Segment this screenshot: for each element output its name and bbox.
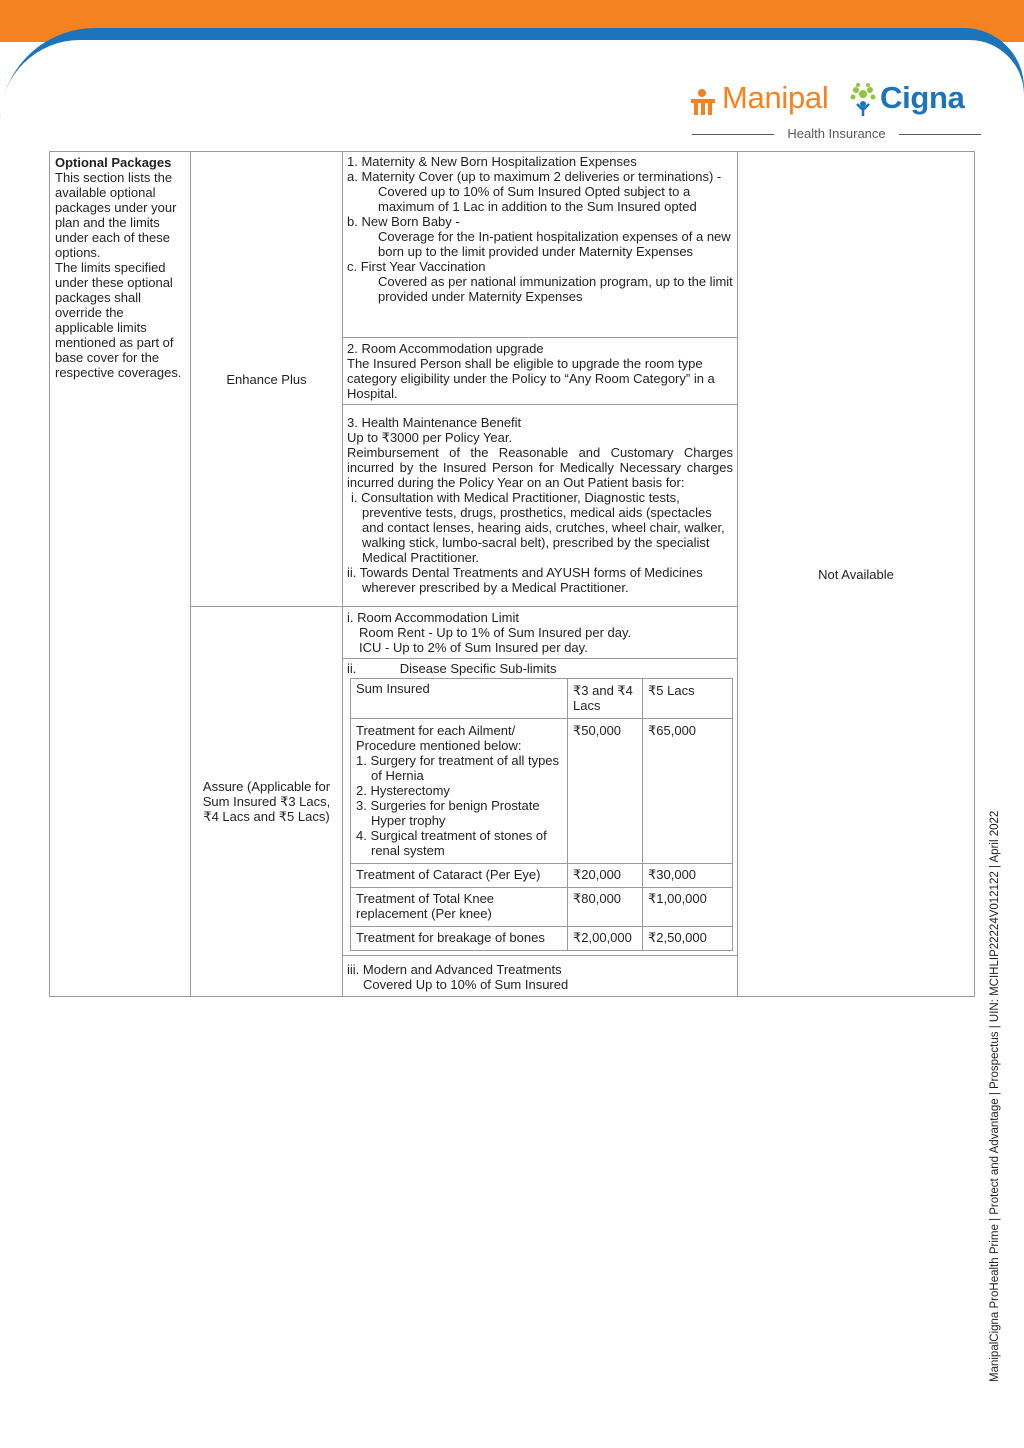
header-5-lacs: ₹5 Lacs	[643, 679, 733, 719]
table-row	[351, 679, 733, 719]
ailment-item: 2. Hysterectomy	[356, 783, 450, 798]
table-row	[351, 864, 733, 888]
maternity-b-desc: Coverage for the In-patient hospitalization expenses of a new born up to the limit provided under Maternity Expenses	[378, 229, 731, 259]
footer-document-id: ManipalCigna ProHealth Prime | Protect and Advantage | Prospectus | UIN: MCIHLIP22224V012122 | April 2022	[989, 810, 1001, 1382]
health-maintenance-title: 3. Health Maintenance Benefit	[347, 415, 522, 430]
health-maintenance-item-i: i. Consultation with Medical Practitioner, Diagnostic tests, preventive tests, drugs, prosthetics, medical aids (spectacles and contact lenses, hearing aids, crutches, wheel chair, walker, walking stick, lumbo-sacral belt), prescribed by the specialist Medical Practitioner.	[351, 490, 725, 565]
room-limit-title: i. Room Accommodation Limit	[347, 610, 519, 625]
bones-value-3-4: ₹2,00,000	[568, 927, 643, 951]
cataract-label: Treatment of Cataract (Per Eye)	[351, 864, 568, 888]
cataract-value-5: ₹30,000	[643, 864, 733, 888]
optional-packages-table	[49, 151, 975, 997]
table-row	[351, 927, 733, 951]
knee-value-5: ₹1,00,000	[643, 888, 733, 927]
ailment-intro: Treatment for each Ailment/ Procedure mentioned below:	[356, 723, 522, 753]
maternity-b-title: b. New Born Baby -	[347, 214, 460, 229]
cataract-value-3-4: ₹20,000	[568, 864, 643, 888]
ailment-value-5: ₹65,000	[643, 719, 733, 864]
table-row	[351, 888, 733, 927]
health-maintenance-cell	[343, 405, 738, 607]
bones-label: Treatment for breakage of bones	[351, 927, 568, 951]
package-name-enhance-plus: Enhance Plus	[191, 152, 343, 607]
room-upgrade-desc: The Insured Person shall be eligible to upgrade the room type category eligibility under the Policy to “Any Room Category” in a Hospital.	[347, 356, 715, 401]
modern-treatments-title: iii. Modern and Advanced Treatments	[347, 962, 562, 977]
room-upgrade-cell	[343, 338, 738, 405]
manipal-cigna-logo	[690, 80, 990, 145]
maternity-title: 1. Maternity & New Born Hospitalization Expenses	[347, 154, 637, 169]
header-3-4-lacs: ₹3 and ₹4 Lacs	[568, 679, 643, 719]
ailment-cell	[351, 719, 568, 864]
modern-treatments-block	[343, 955, 737, 996]
logo-text-manipal: Manipal	[722, 80, 829, 115]
ailment-item: 3. Surgeries for benign Prostate Hyper trophy	[356, 798, 540, 828]
health-maintenance-limit: Up to ₹3000 per Policy Year.	[347, 430, 513, 445]
cigna-tree-icon	[848, 82, 878, 118]
room-upgrade-title: 2. Room Accommodation upgrade	[347, 341, 544, 356]
section-description-cell	[50, 152, 191, 997]
room-limit-cell	[343, 607, 738, 659]
package-name-assure: Assure (Applicable for Sum Insured ₹3 Lacs, ₹4 Lacs and ₹5 Lacs)	[191, 607, 343, 997]
knee-label: Treatment of Total Knee replacement (Per knee)	[351, 888, 568, 927]
section-description: This section lists the available optional packages under your plan and the limits under each of these options.	[55, 170, 177, 260]
health-maintenance-desc: Reimbursement of the Reasonable and Customary Charges incurred by the Insured Person for Medically Necessary charges incurred during the Policy Year on an Out Patient basis for:	[347, 445, 733, 490]
sublimits-title: Disease Specific Sub-limits	[399, 661, 557, 676]
manipal-mark-icon	[690, 88, 720, 116]
logo-text-cigna: Cigna	[880, 80, 965, 115]
ailment-value-3-4: ₹50,000	[568, 719, 643, 864]
modern-treatments-desc: Covered Up to 10% of Sum Insured	[363, 977, 569, 992]
availability-cell: Not Available	[738, 152, 975, 997]
header-sum-insured: Sum Insured	[351, 679, 568, 719]
table-row	[50, 152, 975, 338]
table-row	[351, 719, 733, 864]
sublimits-number: ii.	[347, 661, 357, 676]
room-rent-limit: Room Rent - Up to 1% of Sum Insured per day.	[359, 625, 632, 640]
knee-value-3-4: ₹80,000	[568, 888, 643, 927]
ailment-item: 1. Surgery for treatment of all types of Hernia	[356, 753, 560, 783]
maternity-a-title: a. Maternity Cover (up to maximum 2 deliveries or terminations) -	[347, 169, 722, 184]
sublimits-table	[350, 678, 733, 951]
icu-limit: ICU - Up to 2% of Sum Insured per day.	[359, 640, 588, 655]
maternity-a-desc: Covered up to 10% of Sum Insured Opted subject to a maximum of 1 Lac in addition to the Sum Insured opted	[378, 184, 697, 214]
health-maintenance-item-ii: ii. Towards Dental Treatments and AYUSH forms of Medicines wherever prescribed by a Medical Practitioner.	[347, 565, 703, 595]
maternity-c-title: c. First Year Vaccination	[347, 259, 486, 274]
maternity-c-desc: Covered as per national immunization program, up to the limit provided under Maternity Expenses	[378, 274, 733, 304]
section-note: The limits specified under these optional packages shall override the applicable limits mentioned as part of base cover for the respective coverages.	[55, 260, 182, 380]
sublimits-cell	[343, 659, 738, 997]
bones-value-5: ₹2,50,000	[643, 927, 733, 951]
section-title: Optional Packages	[55, 155, 172, 170]
maternity-cell	[343, 152, 738, 338]
sublimits-heading	[343, 659, 737, 678]
ailment-item: 4. Surgical treatment of stones of renal system	[356, 828, 547, 858]
logo-tagline: Health Insurance	[690, 126, 983, 142]
